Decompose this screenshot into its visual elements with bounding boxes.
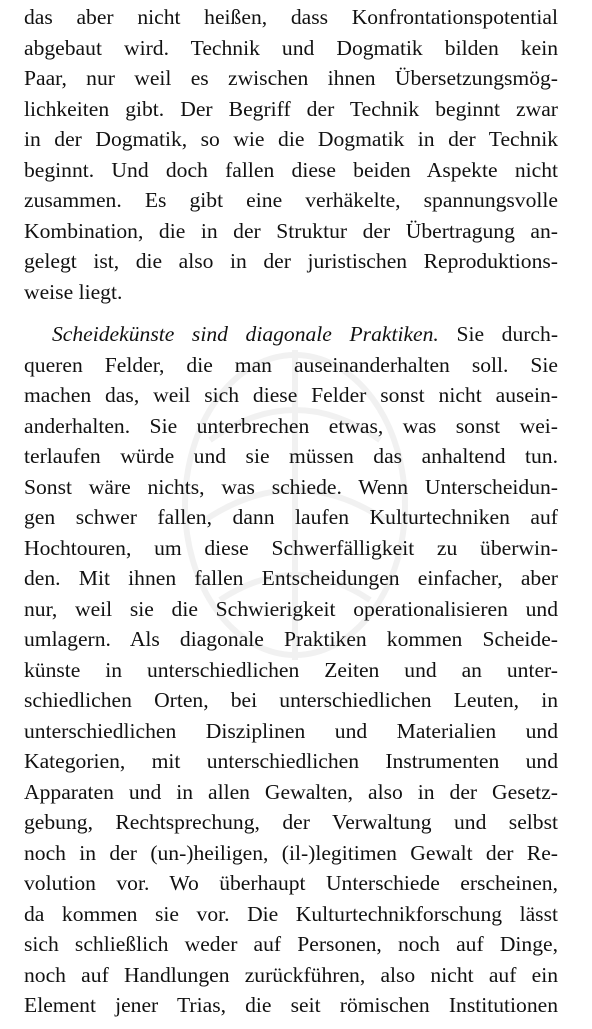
text-line: abgebaut wird. Technik und Dogmatik bilden kein	[24, 35, 558, 60]
text-line: gen schwer fallen, dann laufen Kulturtechniken auf	[24, 505, 558, 529]
text-line: Kategorien, mit unterschiedlichen Instrumenten und	[24, 749, 558, 773]
paragraph-2	[24, 319, 558, 1021]
text-line: unterschiedlichen Disziplinen und Materialien und	[24, 718, 558, 743]
text-line: anderhalten. Sie unterbrechen etwas, was sonst wei-	[24, 413, 558, 438]
text-line: schiedlichen Orten, bei unterschiedlichen Leuten, in	[24, 688, 558, 712]
text-line: machen das, weil sich diese Felder sonst nicht ausein-	[24, 383, 558, 407]
text-line: da kommen sie vor. Die Kulturtechnikforschung lässt	[24, 901, 558, 926]
text-line: gebung, Rechtsprechung, der Verwaltung und selbst	[24, 810, 558, 834]
text-line: Element jener Trias, die seit römischen Institutionen	[24, 993, 558, 1017]
text-line: noch auf Handlungen zurückführen, also nicht auf ein	[24, 962, 558, 987]
text-line: Kombination, die in der Struktur der Übertragung an-	[24, 218, 558, 243]
text-line: in der Dogmatik, so wie die Dogmatik in der Technik	[24, 127, 558, 151]
text-line: lichkeiten gibt. Der Begriff der Technik beginnt zwar	[24, 96, 558, 121]
text-line: den. Mit ihnen fallen Entscheidungen einfacher, aber	[24, 566, 558, 590]
text-line: weise liegt.	[24, 279, 123, 304]
text-line: Hochtouren, um diese Schwerfälligkeit zu überwin-	[24, 535, 558, 560]
italic-lead-sentence: Scheidekünste sind diagonale Praktiken.	[52, 322, 439, 346]
text-line: zusammen. Es gibt eine verhäkelte, spannungsvolle	[24, 188, 558, 212]
text-line: gelegt ist, die also in der juristischen Reproduktions-	[24, 249, 558, 273]
text-line: Sonst wäre nichts, was schiede. Wenn Unterscheidun-	[24, 474, 558, 499]
text-line: umlagern. Als diagonale Praktiken kommen Scheide-	[24, 627, 558, 651]
text-line: nur, weil sie die Schwierigkeit operationalisieren und	[24, 596, 558, 621]
text-line: künste in unterschiedlichen Zeiten und an unter-	[24, 657, 558, 682]
text-line: das aber nicht heißen, dass Konfrontationspotential	[24, 5, 558, 29]
document-page	[24, 2, 558, 1021]
text-line: beginnt. Und doch fallen diese beiden Aspekte nicht	[24, 157, 558, 182]
text-line: Paar, nur weil es zwischen ihnen Übersetzungsmög-	[24, 66, 558, 90]
paragraph-1	[24, 2, 558, 307]
text-line: volution vor. Wo überhaupt Unterschiede erscheinen,	[24, 871, 558, 895]
text-line: sich schließlich weder auf Personen, noch auf Dinge,	[24, 932, 558, 956]
text-line: Apparaten und in allen Gewalten, also in der Gesetz-	[24, 779, 558, 804]
text-line: noch in der (un-)heiligen, (il-)legitimen Gewalt der Re-	[24, 840, 558, 865]
text-line: queren Felder, die man auseinanderhalten soll. Sie	[24, 352, 558, 377]
paragraph-first-line	[24, 319, 558, 350]
text-line: terlaufen würde und sie müssen das anhaltend tun.	[24, 444, 558, 468]
first-line-rest: Sie durch-	[438, 322, 559, 346]
